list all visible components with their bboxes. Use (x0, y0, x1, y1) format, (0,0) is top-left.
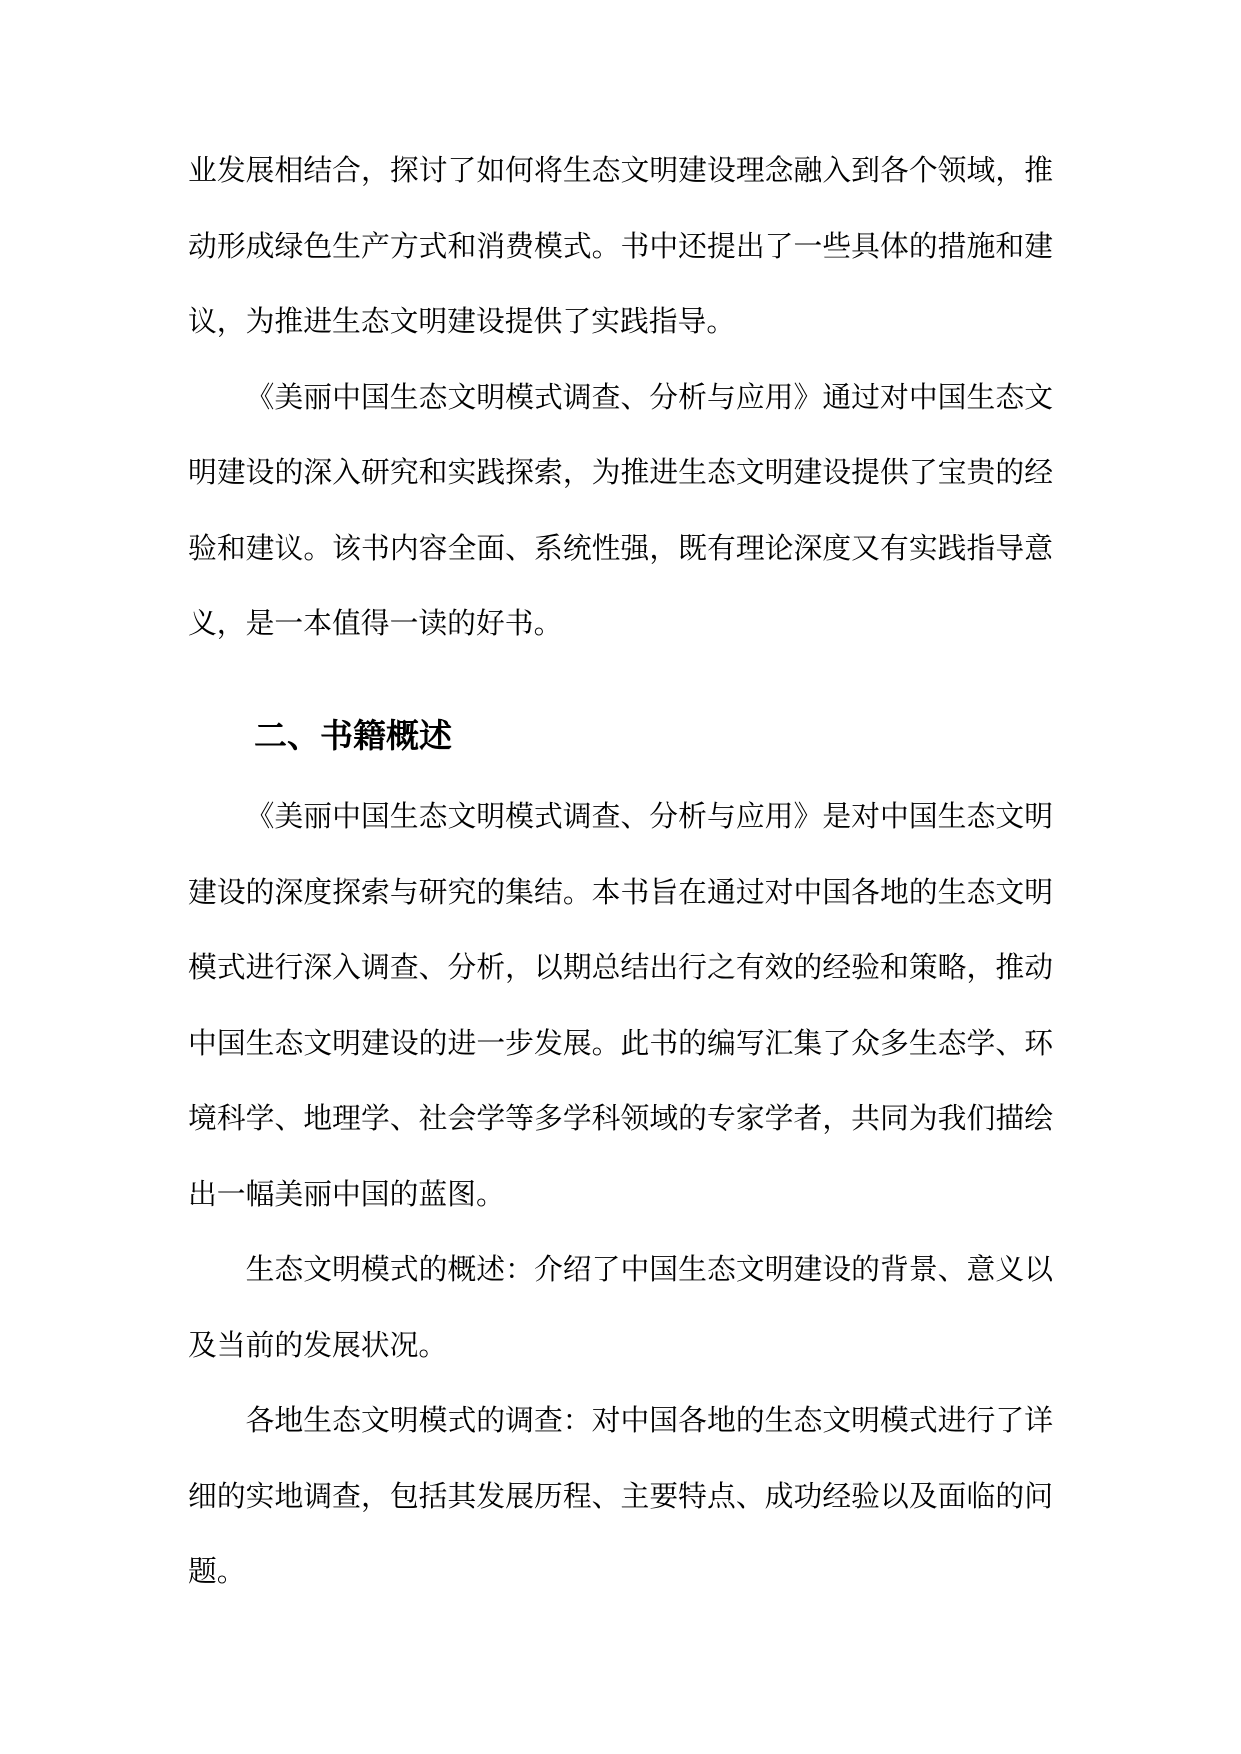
paragraph-line: 出一幅美丽中国的蓝图。 (188, 1176, 505, 1211)
paragraph-line: 验和建议。该书内容全面、系统性强，既有理论深度又有实践指导意 (188, 530, 1053, 565)
paragraph-line: 境科学、地理学、社会学等多学科领域的专家学者，共同为我们描绘 (188, 1101, 1053, 1135)
paragraph-continued (188, 133, 1053, 360)
paragraph-line: 及当前的发展状况。 (188, 1327, 448, 1362)
paragraph-line: 各地生态文明模式的调查：对中国各地的生态文明模式进行了详 (245, 1403, 1053, 1437)
paragraph-line: 《美丽中国生态文明模式调查、分析与应用》通过对中国生态文 (245, 379, 1053, 414)
paragraph-line: 建设的深度探索与研究的集结。本书旨在通过对中国各地的生态文明 (188, 874, 1053, 909)
paragraph-line: 业发展相结合，探讨了如何将生态文明建设理念融入到各个领域，推 (188, 153, 1053, 187)
paragraph-regional-survey (188, 1383, 1053, 1610)
paragraph-line: 议，为推进生态文明建设提供了实践指导。 (188, 304, 736, 338)
paragraph-line: 《美丽中国生态文明模式调查、分析与应用》是对中国生态文明 (245, 799, 1053, 833)
paragraph-model-overview (188, 1232, 1053, 1383)
paragraph-line: 生态文明模式的概述：介绍了中国生态文明建设的背景、意义以 (245, 1252, 1053, 1286)
paragraph-line: 义，是一本值得一读的好书。 (188, 606, 563, 640)
paragraph-summary (188, 360, 1053, 662)
paragraph-line: 细的实地调查，包括其发展历程、主要特点、成功经验以及面临的问 (188, 1478, 1053, 1513)
section-heading: 二、书籍概述 (254, 715, 452, 755)
paragraph-line: 明建设的深入研究和实践探索，为推进生态文明建设提供了宝贵的经 (188, 455, 1053, 489)
paragraph-line: 题。 (188, 1554, 246, 1588)
paragraph-line: 中国生态文明建设的进一步发展。此书的编写汇集了众多生态学、环 (188, 1025, 1053, 1060)
paragraph-line: 动形成绿色生产方式和消费模式。书中还提出了一些具体的措施和建 (188, 228, 1053, 263)
paragraph-overview (188, 779, 1053, 1232)
document-page (188, 133, 1053, 1610)
paragraph-line: 模式进行深入调查、分析，以期总结出行之有效的经验和策略，推动 (188, 950, 1053, 984)
